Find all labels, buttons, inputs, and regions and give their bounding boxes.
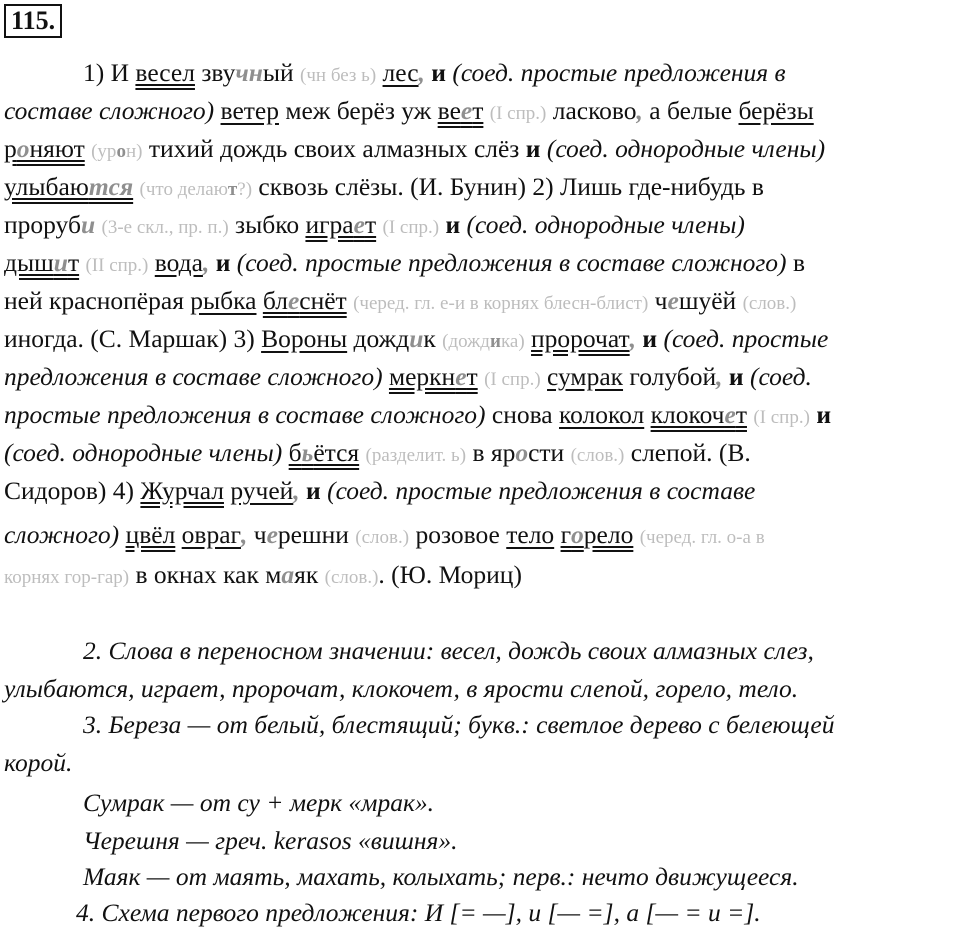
- comment: составе сложного): [4, 96, 215, 125]
- spelling-highlight: и: [489, 331, 501, 352]
- text: дыш: [4, 248, 54, 277]
- punctuation-highlight: ,: [716, 362, 723, 391]
- predicate: цвёл: [125, 520, 176, 549]
- text: ве: [437, 96, 461, 125]
- predicate: [305, 210, 376, 239]
- text: к: [423, 324, 443, 353]
- conjunction: и: [299, 476, 328, 505]
- text: шуёй: [678, 286, 737, 315]
- subject: тело: [506, 520, 555, 549]
- text: слепой. (В.: [624, 438, 751, 467]
- predicate: [263, 286, 347, 315]
- text: снёт: [299, 286, 347, 315]
- subject: берёзы: [738, 96, 814, 125]
- spelling-hint: (I спр.): [382, 217, 440, 238]
- predicate: [651, 400, 747, 429]
- text: . (Ю. Мориц): [378, 560, 522, 589]
- text: ласково: [546, 96, 637, 125]
- text: 1) И: [83, 58, 136, 87]
- spelling-hint: (3-е скл., пр. п.): [101, 217, 229, 238]
- predicate: [4, 248, 79, 277]
- text: снова: [485, 400, 560, 429]
- comment: (соед. однородные члены): [4, 438, 283, 467]
- punctuation-highlight: ,: [241, 520, 248, 549]
- subject: колокол: [559, 400, 645, 429]
- text: г: [560, 520, 572, 549]
- spelling-highlight: е: [455, 362, 467, 391]
- comment: (соед. простые предложения в составе: [327, 476, 756, 505]
- spelling-hint: (I спр.): [484, 369, 541, 390]
- spelling-highlight: и: [53, 248, 68, 277]
- text: т: [472, 96, 484, 125]
- text: в яр: [466, 438, 516, 467]
- text: як: [294, 560, 325, 589]
- predicate: весел: [135, 58, 195, 87]
- text: Сидоров) 4): [4, 476, 141, 505]
- conjunction: и: [424, 58, 453, 87]
- spelling-highlight: а: [281, 560, 295, 589]
- spelling-hint: (I спр.): [753, 407, 810, 428]
- conjunction: и: [636, 324, 664, 353]
- spelling-hint: (что делаю: [139, 179, 228, 200]
- predicate: Журчал: [140, 476, 224, 505]
- text: зву: [194, 58, 236, 87]
- comment: (соед. простые предложения в: [452, 58, 786, 87]
- spelling-highlight: е: [266, 520, 278, 549]
- text: б: [288, 438, 302, 467]
- spelling-highlight: о: [571, 520, 584, 549]
- spelling-highlight: е: [460, 96, 473, 125]
- comment: (соед. простые: [663, 324, 829, 353]
- spelling-hint: (чн без ь): [300, 65, 377, 86]
- text: розовое: [409, 520, 507, 549]
- text: ч: [648, 286, 668, 315]
- answer-line-8: 4. Схема первого предложения: И [= —], и [— =], а [— = и =].: [76, 898, 761, 927]
- spelling-hint: (дожд: [442, 331, 490, 352]
- text: иногда. (С. Маршак) 3): [4, 324, 262, 353]
- spelling-hint: (слов.): [355, 527, 410, 548]
- comment: (соед.: [749, 362, 812, 391]
- text: р: [4, 134, 17, 163]
- spelling-hint: ка): [500, 331, 525, 352]
- spelling-hint: (слов.): [324, 567, 379, 588]
- answer-line-5: Сумрак — от су + мерк «мрак».: [83, 788, 434, 817]
- punctuation-highlight: ,: [202, 248, 210, 277]
- text: а белые: [642, 96, 739, 125]
- text-line-10: [4, 398, 831, 435]
- punctuation-highlight: ,: [629, 324, 637, 353]
- text: сквозь слёзы. (И. Бунин) 2) Лишь где-нибудь в: [252, 172, 764, 201]
- spelling-hint: (II спр.): [85, 255, 149, 276]
- text: в окнах как м: [129, 560, 282, 589]
- spelling-highlight: и: [80, 210, 96, 239]
- text-line-13: [4, 518, 765, 555]
- conjunction: и: [445, 210, 461, 239]
- text: тихий дождь своих алмазных слёз: [142, 134, 526, 163]
- answer-line-4: корой.: [4, 748, 73, 777]
- text: рело: [583, 520, 634, 549]
- spelling-highlight: е: [353, 210, 365, 239]
- spelling-hint: (I спр.): [489, 103, 547, 124]
- predicate: [289, 438, 359, 467]
- text: ётся: [313, 438, 360, 467]
- answer-line-1: 2. Слова в переносном значении: весел, дождь своих алмазных слез,: [83, 636, 814, 665]
- answer-line-3: 3. Береза — от белый, блестящий; букв.: светлое дерево с белеющей: [83, 710, 835, 739]
- text: т: [364, 210, 377, 239]
- spelling-hint: н): [125, 141, 143, 162]
- spelling-highlight: о: [116, 141, 126, 162]
- text: игра: [305, 210, 354, 239]
- conjunction: и: [525, 134, 541, 163]
- spelling-hint: (черед. гл. о-а в: [639, 527, 765, 548]
- spelling-hint: (слов.): [742, 293, 797, 314]
- comment: (соед. однородные члены): [546, 134, 826, 163]
- spelling-highlight: чн: [235, 58, 263, 87]
- spelling-highlight: ь: [301, 438, 314, 467]
- conjunction: и: [816, 400, 832, 429]
- text-line-14: [4, 558, 522, 595]
- text-line-6: [4, 246, 805, 283]
- answer-line-7: Маяк — от маять, махать, колыхать; перв.: нечто движущееся.: [83, 862, 799, 891]
- spelling-highlight: е: [287, 286, 300, 315]
- text: зыбко: [228, 210, 306, 239]
- subject: ветер: [220, 96, 279, 125]
- predicate: [561, 520, 634, 549]
- text: ый: [262, 58, 301, 87]
- text-line-4: [4, 170, 764, 207]
- spelling-highlight: и: [409, 324, 424, 353]
- answer-line-6: Черешня — греч. kerasos «вишня».: [83, 826, 458, 855]
- comment: простые предложения в составе сложного): [4, 400, 486, 429]
- text: решни: [277, 520, 356, 549]
- text: дожд: [347, 324, 410, 353]
- spelling-hint: (черед. гл. е-и в корнях блесн-блист): [353, 293, 649, 314]
- punctuation-highlight: ,: [293, 476, 300, 505]
- text-line-5: [4, 208, 745, 245]
- text: няют: [29, 134, 85, 163]
- text: т: [735, 400, 747, 429]
- spelling-highlight: о: [515, 438, 529, 467]
- spelling-hint: (слов.): [570, 445, 625, 466]
- comment: предложения в составе сложного): [4, 362, 383, 391]
- subject: овраг: [181, 520, 241, 549]
- subject: вода: [154, 248, 203, 277]
- text-line-9: [4, 360, 812, 397]
- text: меркн: [388, 362, 456, 391]
- comment: (соед. однородные члены): [466, 210, 745, 239]
- text-line-3: [4, 132, 825, 169]
- text: ч: [247, 520, 267, 549]
- text-line-7: [4, 284, 796, 321]
- spelling-hint: (ур: [91, 141, 117, 162]
- spelling-highlight: тся: [88, 172, 134, 201]
- text: бл: [262, 286, 288, 315]
- text-line-2: [4, 94, 814, 131]
- predicate: [389, 362, 478, 391]
- subject: лес: [382, 58, 419, 87]
- text: т: [67, 248, 80, 277]
- text: голубой: [623, 362, 717, 391]
- text: сти: [528, 438, 571, 467]
- predicate: [4, 134, 85, 163]
- subject: рыбка: [190, 286, 257, 315]
- subject: Вороны: [261, 324, 348, 353]
- predicate: [438, 96, 484, 125]
- text: в: [786, 248, 805, 277]
- exercise-number: 115.: [4, 4, 62, 38]
- text-line-12: [4, 474, 755, 508]
- spelling-hint: (разделит. ь): [365, 445, 467, 466]
- text: ней краснопёрая: [4, 286, 191, 315]
- text: т: [466, 362, 478, 391]
- punctuation-highlight: ,: [636, 96, 643, 125]
- punctuation-highlight: ,: [418, 58, 425, 87]
- comment: (соед. простые предложения в составе сложного): [236, 248, 787, 277]
- spelling-highlight: е: [667, 286, 679, 315]
- text-line-8: [4, 322, 828, 359]
- text-line-1: [83, 56, 786, 93]
- comment: сложного): [4, 520, 120, 549]
- text: меж берёз уж: [278, 96, 438, 125]
- predicate: [4, 172, 133, 201]
- conjunction: и: [209, 248, 237, 277]
- answer-line-2: улыбаются, играет, пророчат, клокочет, в ярости слепой, горело, тело.: [4, 674, 799, 703]
- spelling-highlight: о: [16, 134, 30, 163]
- subject: сумрак: [547, 362, 624, 391]
- spelling-highlight: е: [724, 400, 736, 429]
- text-line-11: [4, 436, 751, 473]
- spelling-highlight: т: [227, 179, 238, 200]
- text: проруб: [4, 210, 81, 239]
- spelling-hint: корнях гор-гар): [4, 567, 130, 588]
- text: улыбаю: [4, 172, 89, 201]
- spelling-hint: ?): [237, 179, 253, 200]
- subject: ручей: [230, 476, 294, 505]
- conjunction: и: [722, 362, 750, 391]
- predicate: пророчат: [531, 324, 630, 353]
- text: клокоч: [650, 400, 725, 429]
